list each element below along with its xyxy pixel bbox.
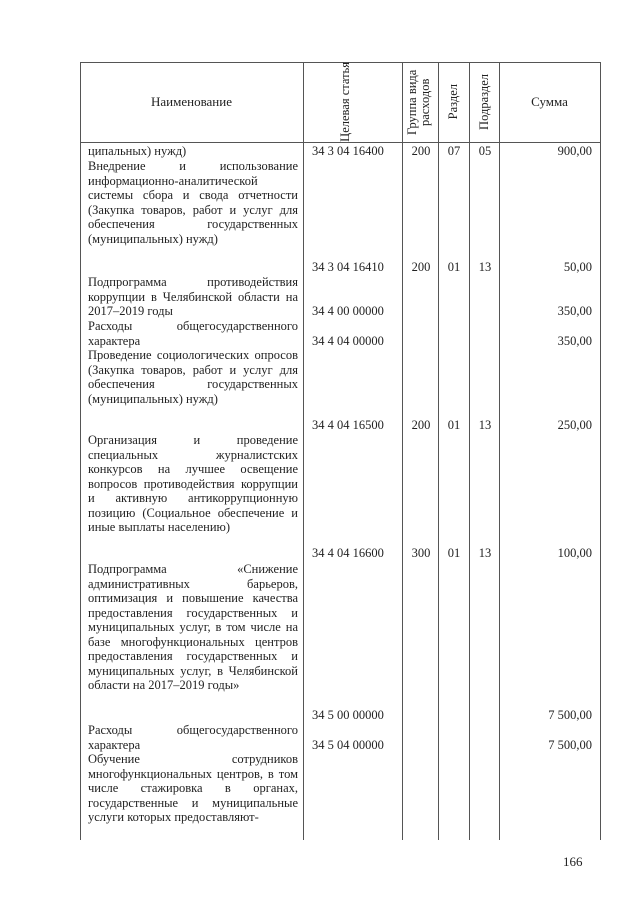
header-section: Раздел (446, 84, 460, 120)
row-subsection: 13 (478, 418, 492, 432)
column-divider (303, 62, 304, 840)
row-sum: 900,00 (557, 144, 592, 158)
row-sum: 50,00 (563, 260, 592, 274)
row-group: 200 (411, 418, 431, 432)
row-sum: 100,00 (557, 546, 592, 560)
table-border-left (80, 62, 81, 840)
row-subsection: 13 (478, 260, 492, 274)
row-name: Расходы общегосударственного характера (88, 319, 298, 348)
row-sum: 350,00 (557, 334, 592, 348)
row-sum: 250,00 (557, 418, 592, 432)
row-name: Расходы общегосударственного характера (88, 723, 298, 752)
row-name: Подпрограмма «Снижение административных барьеров, оптимизация и повышение качества предоставления государственных и муниципальных услуг, в том числе на базе многофункциональных центров предоставления государственных и муниципальных услуг, в Челябинской области на 2017–2019 годы» (88, 562, 298, 692)
column-divider (438, 62, 439, 840)
row-name: Подпрограмма противодействия коррупции в Челябинской области на 2017–2019 годы (88, 275, 298, 318)
header-name: Наименование (151, 94, 232, 109)
row-code: 34 5 00 00000 (312, 708, 384, 722)
row-code: 34 4 04 16500 (312, 418, 384, 432)
column-divider (402, 62, 403, 840)
header-group: Группа вида расходов (405, 69, 432, 135)
row-code: 34 5 04 00000 (312, 738, 384, 752)
column-divider (499, 62, 500, 840)
header-sum: Сумма (531, 94, 568, 109)
row-code: 34 4 00 00000 (312, 304, 384, 318)
row-name: Проведение социологических опросов (Закупка товаров, работ и услуг для обеспечения государственных (муниципальных) нужд) (88, 348, 298, 406)
row-name: Обучение сотрудников многофункциональных центров, в том числе стажировка в органах, государственные и муниципальные услуги которых предоставляют- (88, 752, 298, 824)
table-border-right (600, 62, 601, 840)
row-section: 01 (447, 260, 461, 274)
row-group: 200 (411, 144, 431, 158)
row-sum: 7 500,00 (548, 708, 592, 722)
row-section: 01 (447, 418, 461, 432)
header-target: Целевая статья (337, 62, 352, 142)
header-subsection: Подраздел (476, 74, 491, 130)
row-name: ципальных) нужд) (88, 144, 187, 158)
row-group: 200 (411, 260, 431, 274)
column-divider (469, 62, 470, 840)
row-section: 01 (447, 546, 461, 560)
row-code: 34 3 04 16410 (312, 260, 384, 274)
row-sum: 7 500,00 (548, 738, 592, 752)
header-bottom-border (80, 142, 600, 143)
row-name: Организация и проведение специальных журналистских конкурсов на лучшее освещение вопросов противодействия коррупции и активную антикоррупционную позицию (Социальное обеспечение и иные выплаты населению) (88, 433, 298, 534)
row-sum: 350,00 (557, 304, 592, 318)
row-group: 300 (411, 546, 431, 560)
row-code: 34 3 04 16400 (312, 144, 384, 158)
row-code: 34 4 04 16600 (312, 546, 384, 560)
row-subsection: 05 (478, 144, 492, 158)
row-section: 07 (447, 144, 461, 158)
row-subsection: 13 (478, 546, 492, 560)
page-number: 166 (563, 854, 583, 869)
row-name: Внедрение и использование информационно-аналитической системы сбора и свода отчетности (Закупка товаров, работ и услуг для обеспечения государственных (муниципальных) нужд) (88, 159, 298, 246)
row-code: 34 4 04 00000 (312, 334, 384, 348)
